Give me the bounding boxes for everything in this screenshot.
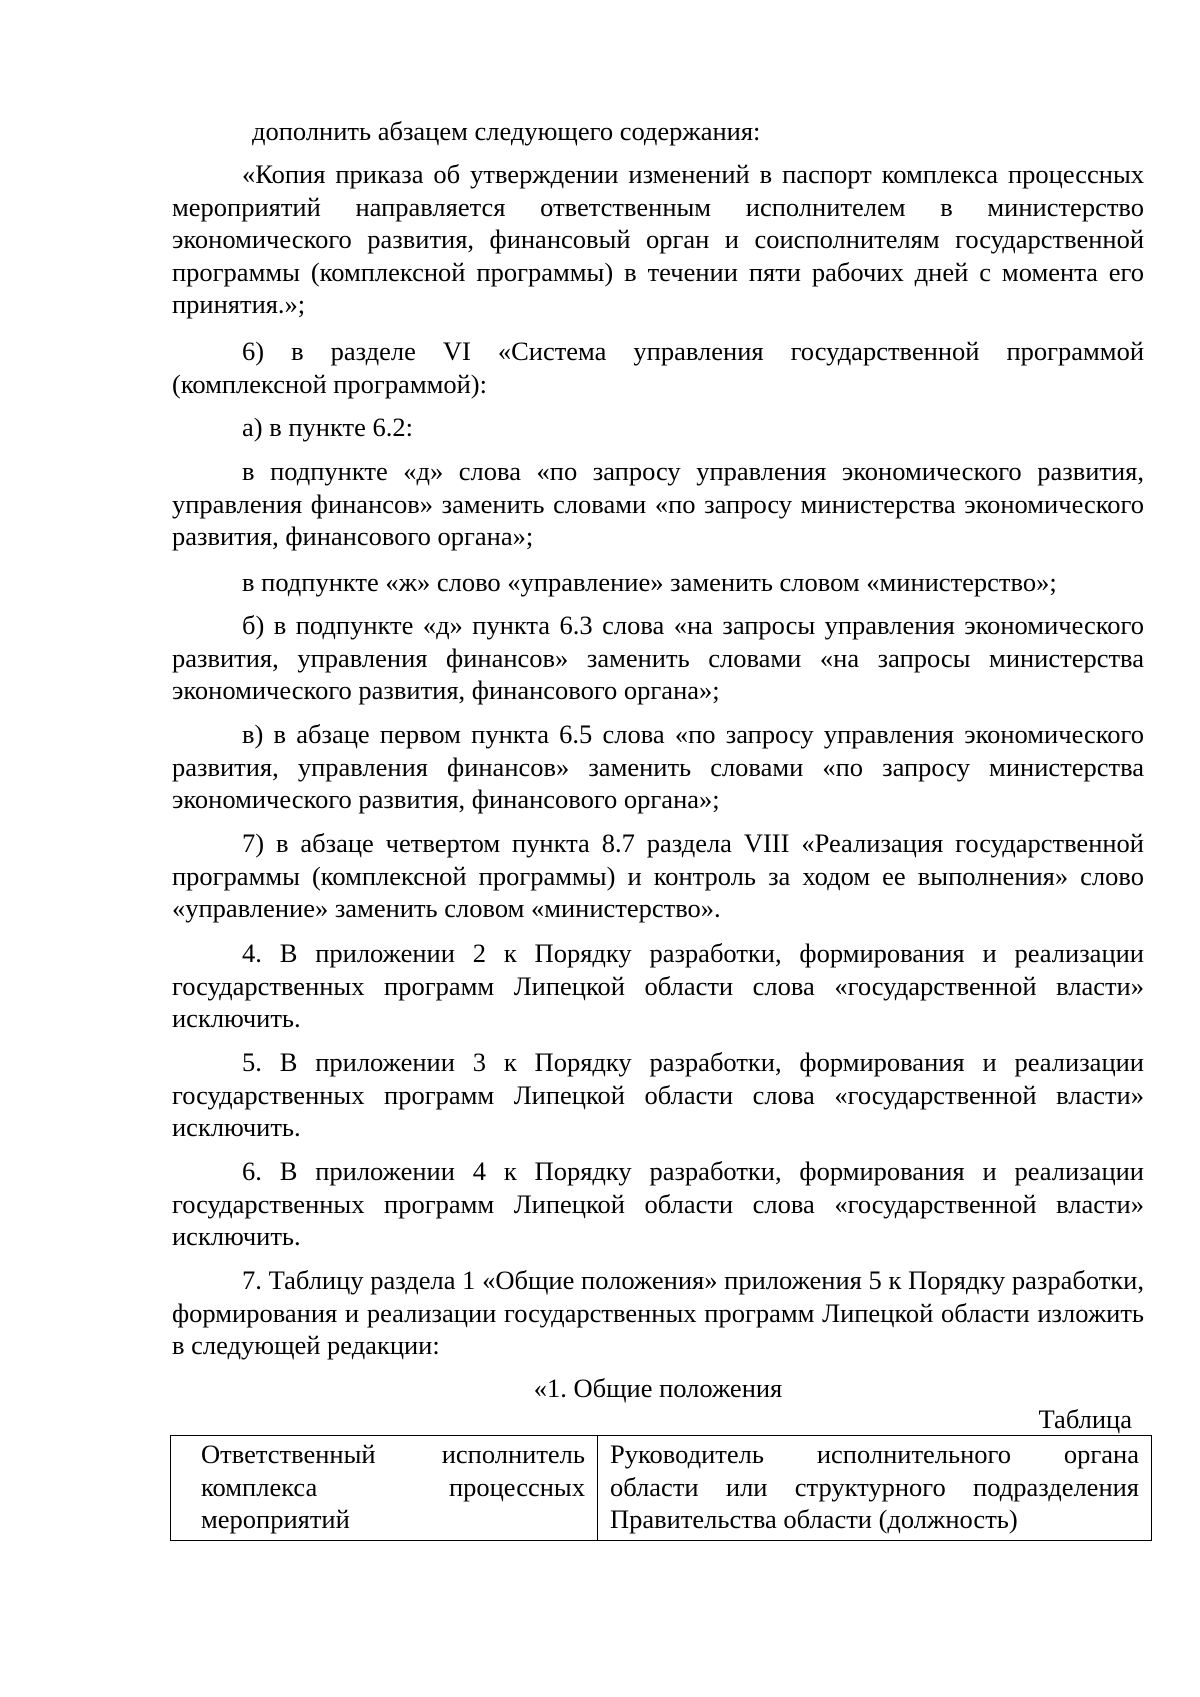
paragraph-item-6: 6) в разделе VI «Система управления государственной программой (комплексной программой): (172, 336, 1144, 399)
table-cell-right: Руководитель исполнительного органа области или структурного подразделения Правительства области (должность) (598, 1436, 1152, 1541)
general-provisions-table (170, 1435, 1152, 1541)
paragraph-item-6-v: в) в абзаце первом пункта 6.5 слова «по запросу управления экономического развития, управления финансов» заменить словами «по запросу министерства экономического развития, финансового органа»; (172, 719, 1144, 814)
section-heading: «1. Общие положения (533, 1373, 783, 1403)
paragraph-point-5: 5. В приложении 3 к Порядку разработки, формирования и реализации государственных программ Липецкой области слова «государственной власти» исключить. (172, 1047, 1144, 1142)
table-label: Таблица (1038, 1404, 1132, 1434)
paragraph-item-6-b: б) в подпункте «д» пункта 6.3 слова «на запросы управления экономического развития, управления финансов» заменить словами «на запросы министерства экономического развития, финансового органа»; (172, 610, 1144, 705)
table-row (171, 1436, 1152, 1541)
paragraph-point-7: 7. Таблицу раздела 1 «Общие положения» приложения 5 к Порядку разработки, формирования и реализации государственных программ Липецкой области изложить в следующей редакции: (172, 1265, 1144, 1360)
paragraph-subitem-zh: в подпункте «ж» слово «управление» заменить словом «министерство»; (242, 567, 1057, 597)
paragraph-item-7: 7) в абзаце четвертом пункта 8.7 раздела VIII «Реализация государственной программы (комплексной программы) и контроль за ходом ее выполнения» слово «управление» заменить словом «министерство». (172, 828, 1144, 923)
paragraph-subitem-d: в подпункте «д» слова «по запросу управления экономического развития, управления финансов» заменить словами «по запросу министерства экономического развития, финансового органа»; (172, 456, 1144, 551)
paragraph-quote-copy-order: «Копия приказа об утверждении изменений в паспорт комплекса процессных мероприятий направляется ответственным исполнителем в министерство экономического развития, финансовый орган и соисполнителям государственной программы (комплексной программы) в течении пяти рабочих дней с момента его принятия.»; (172, 159, 1144, 319)
paragraph-intro: дополнить абзацем следующего содержания: (252, 116, 761, 146)
paragraph-item-6-a: а) в пункте 6.2: (242, 412, 413, 442)
paragraph-point-4: 4. В приложении 2 к Порядку разработки, формирования и реализации государственных программ Липецкой области слова «государственной власти» исключить. (172, 938, 1144, 1033)
paragraph-point-6: 6. В приложении 4 к Порядку разработки, формирования и реализации государственных программ Липецкой области слова «государственной власти» исключить. (172, 1156, 1144, 1251)
table-cell-left: Ответственный исполнитель комплекса процессных мероприятий (171, 1436, 598, 1541)
